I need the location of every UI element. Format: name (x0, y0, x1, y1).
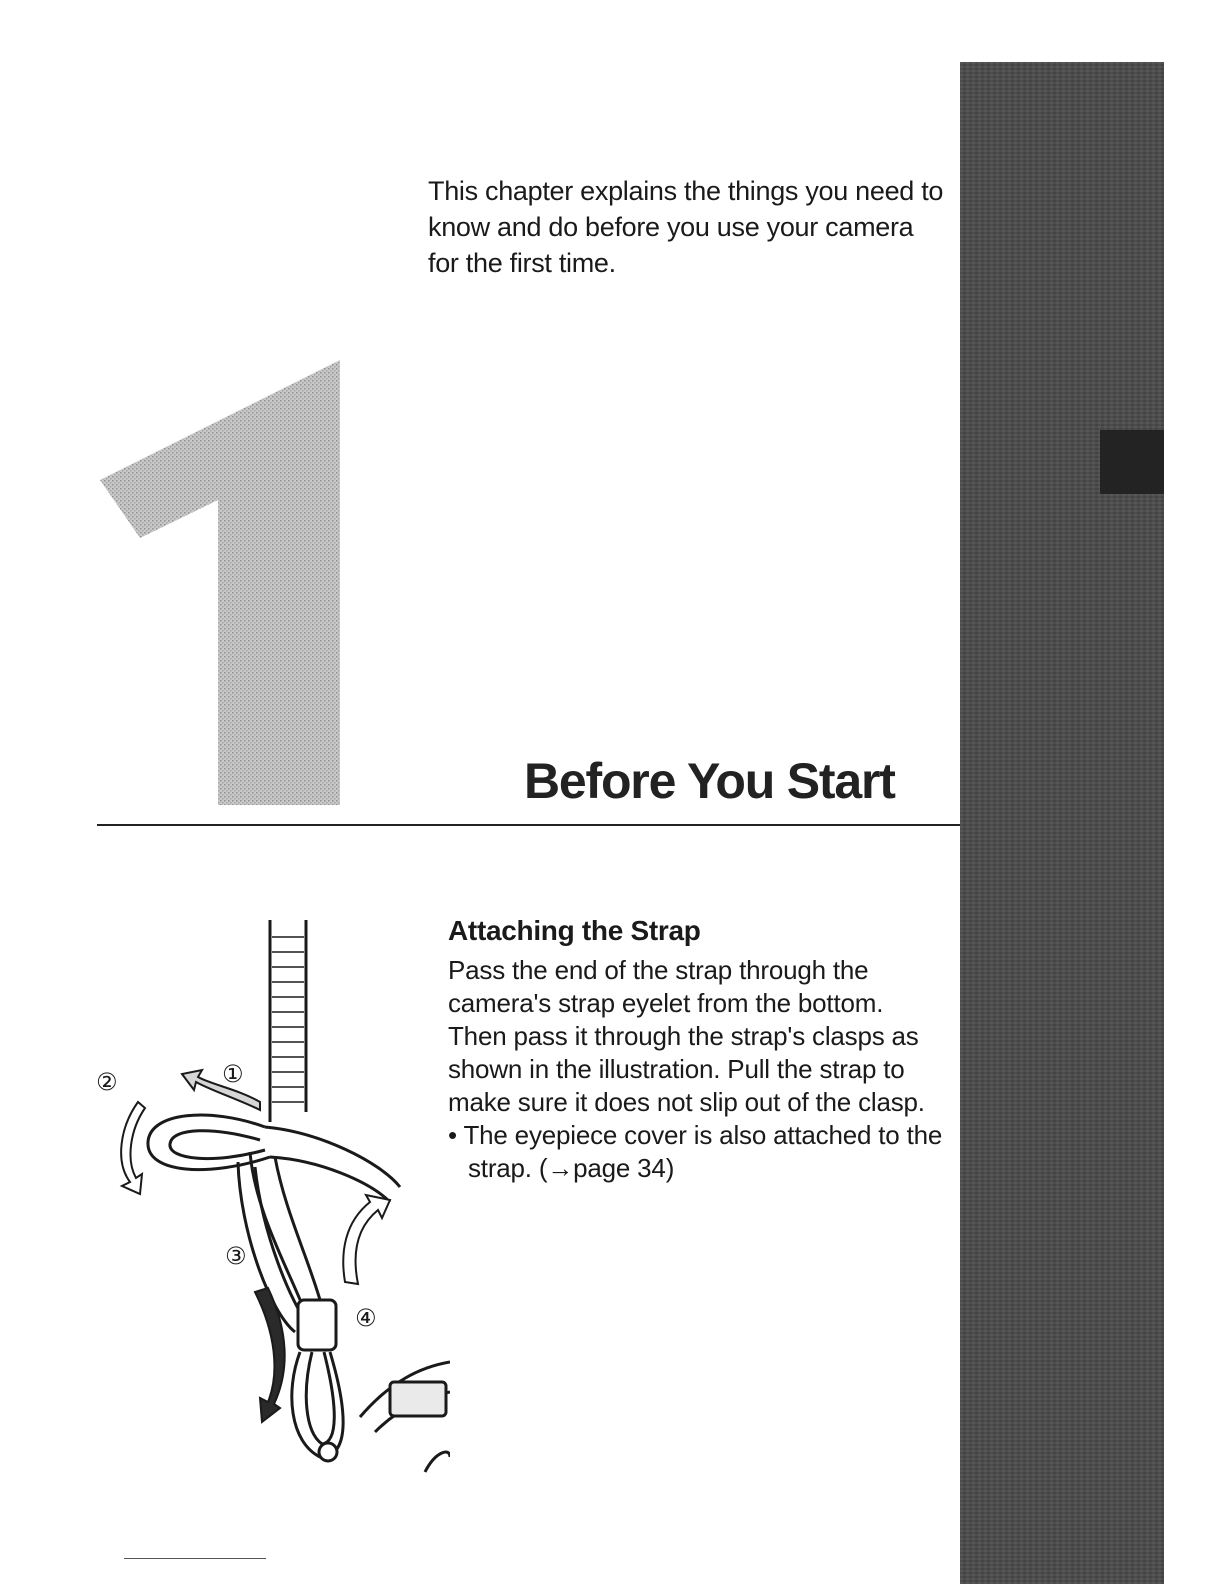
numeral-one-shape (100, 360, 340, 805)
section-body: Pass the end of the strap through the camera's strap eyelet from the bottom. Then pass it through the strap's clasps as shown in the illustration. Pull the strap to make sure it does not slip out of the clasp. (448, 955, 925, 1117)
step-2-label: ② (96, 1068, 118, 1096)
step-1-label: ① (222, 1060, 244, 1088)
chapter-number-graphic (100, 360, 350, 805)
eyepiece-note: • The eyepiece cover is also attached to the strap. (→page 34) (448, 1120, 943, 1183)
footer-rule (124, 1558, 266, 1559)
attaching-strap-section (448, 912, 948, 1185)
chapter-intro: This chapter explains the things you need to know and do before you use your camera for the first time. (428, 176, 944, 278)
chapter-tab-marker (1100, 430, 1164, 494)
chapter-number: 1 (100, 360, 101, 361)
title-divider (97, 824, 960, 826)
section-heading: Attaching the Strap (448, 915, 701, 946)
chapter-side-bar (960, 62, 1164, 1584)
strap-illustration (90, 912, 450, 1502)
step-3-label: ③ (225, 1242, 247, 1270)
chapter-title: Before You Start (524, 753, 895, 809)
step-4-label: ④ (355, 1304, 377, 1332)
